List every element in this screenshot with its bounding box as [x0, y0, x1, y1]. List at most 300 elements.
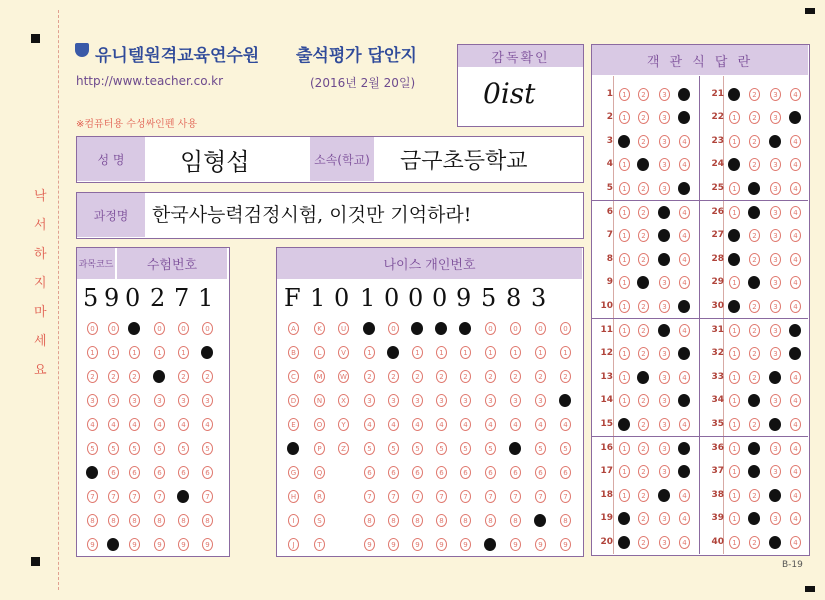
bubble: 0: [485, 322, 496, 335]
course-label: 과정명: [77, 193, 145, 237]
bubble: 5: [178, 442, 189, 455]
neis-digit: 0: [384, 284, 400, 312]
answer-bubble: 2: [749, 347, 760, 360]
bubble: 1: [560, 346, 571, 359]
answer-bubble: 4: [790, 442, 801, 455]
affiliation-value: 금구초등학교: [400, 149, 528, 174]
bubble: 7: [412, 490, 423, 503]
filled-answer: [769, 418, 781, 431]
answer-bubble: 3: [770, 182, 781, 195]
bubble: 8: [87, 514, 98, 527]
bubble: 6: [510, 466, 521, 479]
answer-bubble: 1: [729, 182, 740, 195]
bubble: 6: [364, 466, 375, 479]
answer-bubble: 3: [659, 135, 670, 148]
answer-bubble: 3: [770, 88, 781, 101]
bubble: 7: [388, 490, 399, 503]
answer-bubble: 1: [729, 465, 740, 478]
filled-answer: [748, 182, 760, 195]
bubble: 5: [129, 442, 140, 455]
bubble: 6: [535, 466, 546, 479]
bubble: E: [288, 418, 299, 431]
filled-answer: [658, 253, 670, 266]
answer-bubble: 3: [770, 394, 781, 407]
filled-answer: [769, 371, 781, 384]
answer-bubble: 4: [790, 206, 801, 219]
answer-bubble: 3: [770, 253, 781, 266]
bubble: 7: [460, 490, 471, 503]
bubble: 1: [154, 346, 165, 359]
supervisor-signature: 0ist: [483, 77, 536, 110]
answer-bubble: 4: [679, 324, 690, 337]
bubble: 2: [108, 370, 119, 383]
neis-digit: 0: [408, 284, 424, 312]
question-number: 39: [711, 513, 724, 524]
name-label: 성 명: [77, 137, 145, 181]
question-number: 19: [600, 513, 613, 524]
bubble: 9: [178, 538, 189, 551]
bubble: S: [314, 514, 325, 527]
bubble: 4: [460, 418, 471, 431]
bubble: 5: [364, 442, 375, 455]
bubble: 4: [485, 418, 496, 431]
row-group-line: [592, 318, 808, 319]
answer-bubble: 3: [659, 465, 670, 478]
answer-bubble: 4: [790, 135, 801, 148]
bubble: O: [314, 418, 325, 431]
answer-bubble: 2: [749, 111, 760, 124]
bubble: 2: [560, 370, 571, 383]
answer-bubble: 2: [749, 229, 760, 242]
question-number: 12: [600, 348, 613, 359]
bubble: 2: [364, 370, 375, 383]
bubble: 6: [485, 466, 496, 479]
question-number: 35: [711, 418, 724, 429]
answer-bubble: 2: [638, 489, 649, 502]
answer-bubble: 1: [619, 88, 630, 101]
question-number: 1: [606, 89, 613, 99]
answer-bubble: 1: [729, 324, 740, 337]
bubble: 0: [154, 322, 165, 335]
bubble: 7: [364, 490, 375, 503]
exam-digit: 0: [125, 284, 141, 312]
question-number: 36: [711, 443, 724, 453]
answer-label: 객 관 식 답 란: [592, 45, 808, 75]
answer-bubble: 2: [638, 206, 649, 219]
neis-digit: 0: [334, 284, 350, 312]
answer-bubble: 3: [659, 442, 670, 455]
neis-digit: 9: [456, 284, 472, 312]
bubble: 2: [510, 370, 521, 383]
answer-bubble: 4: [679, 253, 690, 266]
filled-answer: [748, 442, 760, 455]
question-number: 29: [711, 277, 724, 288]
bubble: 7: [560, 490, 571, 503]
filled-answer: [728, 253, 740, 266]
filled-answer: [618, 536, 630, 549]
answer-bubble: 1: [729, 371, 740, 384]
bubble: 5: [485, 442, 496, 455]
neis-label: 나이스 개인번호: [277, 248, 582, 279]
url: http://www.teacher.co.kr: [76, 74, 224, 88]
answer-bubble: 4: [790, 371, 801, 384]
filled-bubble: [509, 442, 521, 455]
answer-bubble: 2: [749, 300, 760, 313]
bubble: 9: [129, 538, 140, 551]
bubble: 7: [154, 490, 165, 503]
question-number: 17: [600, 466, 613, 477]
bubble: 8: [154, 514, 165, 527]
answer-bubble: 1: [619, 300, 630, 313]
exam-digit: 1: [198, 284, 214, 312]
question-number: 6: [606, 207, 613, 217]
side-char: 마: [34, 305, 47, 320]
answer-bubble: 4: [679, 135, 690, 148]
answer-bubble: 1: [729, 206, 740, 219]
bubble: 7: [129, 490, 140, 503]
answer-bubble: 1: [619, 394, 630, 407]
question-number: 26: [711, 207, 724, 217]
answer-bubble: 2: [638, 418, 649, 431]
bubble: 5: [87, 442, 98, 455]
filled-answer: [637, 371, 649, 384]
bubble: 8: [412, 514, 423, 527]
answer-bubble: 1: [729, 111, 740, 124]
filled-bubble: [128, 322, 140, 335]
question-number: 14: [600, 395, 613, 406]
question-number: 13: [600, 371, 613, 382]
bubble: 3: [436, 394, 447, 407]
question-number: 7: [606, 230, 613, 241]
bubble: 0: [108, 322, 119, 335]
bubble: 1: [510, 346, 521, 359]
answer-bubble: 3: [659, 512, 670, 525]
bubble: 9: [87, 538, 98, 551]
filled-answer: [678, 182, 690, 195]
answer-bubble: 3: [659, 182, 670, 195]
divider: [723, 76, 724, 554]
bubble: 9: [202, 538, 213, 551]
bubble: 5: [388, 442, 399, 455]
bubble: A: [288, 322, 299, 335]
bubble: 2: [535, 370, 546, 383]
bubble: 2: [412, 370, 423, 383]
bubble: 7: [108, 490, 119, 503]
answer-bubble: 4: [790, 300, 801, 313]
bubble: 3: [129, 394, 140, 407]
filled-bubble: [201, 346, 213, 359]
bubble: 3: [485, 394, 496, 407]
answer-bubble: 4: [679, 158, 690, 171]
answer-bubble: 3: [770, 158, 781, 171]
question-number: 9: [606, 277, 613, 288]
bubble: 7: [485, 490, 496, 503]
question-number: 32: [711, 348, 724, 359]
exam-digit: 5: [83, 284, 99, 312]
bubble: 1: [178, 346, 189, 359]
filled-bubble: [435, 322, 447, 335]
bubble: G: [288, 466, 299, 479]
bubble: 3: [178, 394, 189, 407]
bubble: 6: [108, 466, 119, 479]
bubble: 0: [388, 322, 399, 335]
answer-bubble: 2: [638, 135, 649, 148]
bubble: 9: [510, 538, 521, 551]
bubble: 5: [108, 442, 119, 455]
filled-answer: [618, 135, 630, 148]
answer-bubble: 1: [619, 158, 630, 171]
answer-bubble: 3: [659, 158, 670, 171]
bubble: 0: [535, 322, 546, 335]
bubble: 2: [460, 370, 471, 383]
bubble: W: [338, 370, 349, 383]
filled-bubble: [86, 466, 98, 479]
question-number: 37: [711, 466, 724, 477]
bubble: 9: [154, 538, 165, 551]
question-number: 21: [711, 89, 724, 99]
answer-bubble: 4: [679, 512, 690, 525]
bubble: 2: [178, 370, 189, 383]
course-value: 한국사능력검정시험, 이것만 기억하라!: [152, 204, 472, 226]
bubble: 1: [535, 346, 546, 359]
bubble: 7: [436, 490, 447, 503]
bubble: 1: [87, 346, 98, 359]
answer-bubble: 2: [638, 229, 649, 242]
bubble: 1: [485, 346, 496, 359]
answer-bubble: 1: [619, 442, 630, 455]
divider: [613, 76, 614, 554]
bubble: 9: [412, 538, 423, 551]
bubble: 3: [388, 394, 399, 407]
bubble: 0: [178, 322, 189, 335]
answer-bubble: 2: [638, 347, 649, 360]
exam-digit: 9: [104, 284, 120, 312]
answer-bubble: 1: [619, 276, 630, 289]
neis-digit: 1: [360, 284, 376, 312]
answer-bubble: 1: [619, 229, 630, 242]
answer-bubble: 3: [659, 88, 670, 101]
filled-answer: [769, 489, 781, 502]
name-value: 임형섭: [180, 148, 250, 176]
answer-bubble: 2: [638, 394, 649, 407]
answer-bubble: 2: [638, 111, 649, 124]
answer-bubble: 4: [790, 394, 801, 407]
side-char: 세: [34, 334, 47, 349]
side-dashed-line: [58, 10, 59, 590]
exam-number-label: 수험번호: [117, 248, 227, 279]
question-number: 31: [711, 325, 724, 335]
answer-bubble: 1: [729, 489, 740, 502]
answer-bubble: 1: [729, 347, 740, 360]
answer-bubble: 2: [638, 512, 649, 525]
answer-bubble: 2: [749, 253, 760, 266]
bubble: 1: [108, 346, 119, 359]
bubble: 8: [560, 514, 571, 527]
bubble: P: [314, 442, 325, 455]
bubble: I: [288, 514, 299, 527]
bubble: 5: [535, 442, 546, 455]
bubble: 3: [202, 394, 213, 407]
bubble: T: [314, 538, 325, 551]
bubble: 1: [460, 346, 471, 359]
bubble: 4: [535, 418, 546, 431]
bubble: 5: [460, 442, 471, 455]
answer-bubble: 3: [770, 229, 781, 242]
bubble: 4: [202, 418, 213, 431]
answer-bubble: 2: [638, 253, 649, 266]
side-char: 서: [34, 218, 47, 233]
bubble: 7: [510, 490, 521, 503]
bubble: J: [288, 538, 299, 551]
filled-answer: [678, 442, 690, 455]
question-number: 22: [711, 112, 724, 123]
answer-bubble: 2: [638, 442, 649, 455]
bubble: H: [288, 490, 299, 503]
bubble: 2: [485, 370, 496, 383]
bubble: 2: [436, 370, 447, 383]
answer-bubble: 4: [679, 371, 690, 384]
answer-bubble: 1: [619, 371, 630, 384]
filled-answer: [728, 88, 740, 101]
answer-bubble: 1: [619, 489, 630, 502]
bubble: 6: [460, 466, 471, 479]
bubble: 8: [485, 514, 496, 527]
answer-bubble: 2: [638, 300, 649, 313]
bubble: 4: [364, 418, 375, 431]
title: 유니텔원격교육연수원: [95, 46, 260, 66]
question-number: 20: [600, 536, 613, 547]
bubble: 8: [460, 514, 471, 527]
side-char: 낙: [34, 189, 47, 204]
answer-bubble: 4: [679, 418, 690, 431]
answer-bubble: 2: [749, 418, 760, 431]
filled-answer: [658, 489, 670, 502]
bubble: 6: [388, 466, 399, 479]
question-number: 27: [711, 230, 724, 241]
question-number: 33: [711, 371, 724, 382]
bubble: 6: [129, 466, 140, 479]
title-sheet: 출석평가 답안지: [296, 46, 417, 66]
question-number: 23: [711, 135, 724, 146]
answer-bubble: 4: [679, 206, 690, 219]
filled-answer: [618, 418, 630, 431]
bubble: 6: [436, 466, 447, 479]
answer-bubble: 3: [659, 371, 670, 384]
affiliation-label: 소속(학교): [310, 137, 374, 181]
question-number: 5: [606, 182, 613, 193]
bubble: 5: [436, 442, 447, 455]
supervisor-box: [457, 44, 584, 127]
question-number: 8: [606, 253, 613, 264]
answer-bubble: 1: [729, 512, 740, 525]
answer-bubble: 3: [770, 465, 781, 478]
bubble: 4: [154, 418, 165, 431]
logo-icon: [75, 43, 89, 57]
answer-bubble: 3: [770, 206, 781, 219]
neis-digit: 0: [432, 284, 448, 312]
row-group-line: [592, 200, 808, 201]
answer-bubble: 4: [790, 512, 801, 525]
question-number: 34: [711, 395, 724, 406]
answer-bubble: 3: [659, 111, 670, 124]
filled-answer: [658, 206, 670, 219]
bubble: 9: [560, 538, 571, 551]
bubble: 9: [460, 538, 471, 551]
neis-digit: 5: [481, 284, 497, 312]
filled-bubble: [287, 442, 299, 455]
bubble: 6: [202, 466, 213, 479]
bubble: 7: [202, 490, 213, 503]
filled-answer: [678, 300, 690, 313]
bubble: 3: [535, 394, 546, 407]
bubble: 2: [129, 370, 140, 383]
bubble: 1: [129, 346, 140, 359]
bubble: 2: [388, 370, 399, 383]
answer-bubble: 2: [638, 536, 649, 549]
bubble: 8: [388, 514, 399, 527]
answer-bubble: 4: [790, 253, 801, 266]
answer-bubble: 1: [729, 394, 740, 407]
bubble: 5: [560, 442, 571, 455]
answer-bubble: 3: [659, 276, 670, 289]
answer-bubble: 3: [770, 347, 781, 360]
answer-bubble: 3: [770, 324, 781, 337]
neis-digit: 1: [310, 284, 326, 312]
answer-bubble: 2: [749, 135, 760, 148]
question-number: 16: [600, 443, 613, 453]
answer-bubble: 3: [770, 442, 781, 455]
neis-digit: 3: [531, 284, 547, 312]
answer-bubble: 4: [790, 465, 801, 478]
answer-bubble: 1: [619, 182, 630, 195]
bubble: B: [288, 346, 299, 359]
bubble: 8: [202, 514, 213, 527]
question-number: 15: [600, 418, 613, 429]
bubble: D: [288, 394, 299, 407]
bubble: 2: [87, 370, 98, 383]
answer-bubble: 1: [619, 253, 630, 266]
bubble: Q: [314, 466, 325, 479]
bubble: 0: [202, 322, 213, 335]
bubble: Y: [338, 418, 349, 431]
bubble: K: [314, 322, 325, 335]
answer-bubble: 3: [659, 536, 670, 549]
answer-bubble: 1: [619, 206, 630, 219]
answer-bubble: 4: [790, 276, 801, 289]
answer-bubble: 3: [659, 347, 670, 360]
filled-bubble: [153, 370, 165, 383]
question-number: 38: [711, 489, 724, 500]
filled-bubble: [459, 322, 471, 335]
answer-bubble: 3: [659, 394, 670, 407]
answer-bubble: 2: [638, 182, 649, 195]
question-number: 25: [711, 182, 724, 193]
bubble: 3: [412, 394, 423, 407]
bubble: 6: [154, 466, 165, 479]
answer-bubble: 1: [619, 347, 630, 360]
timing-mark: [805, 586, 815, 592]
question-number: 18: [600, 489, 613, 500]
bubble: 7: [87, 490, 98, 503]
bubble: 9: [388, 538, 399, 551]
bubble: 4: [129, 418, 140, 431]
question-number: 40: [711, 536, 724, 547]
bubble: 8: [510, 514, 521, 527]
bubble: 5: [412, 442, 423, 455]
timing-mark: [31, 557, 40, 566]
answer-bubble: 3: [770, 512, 781, 525]
bubble: 8: [108, 514, 119, 527]
